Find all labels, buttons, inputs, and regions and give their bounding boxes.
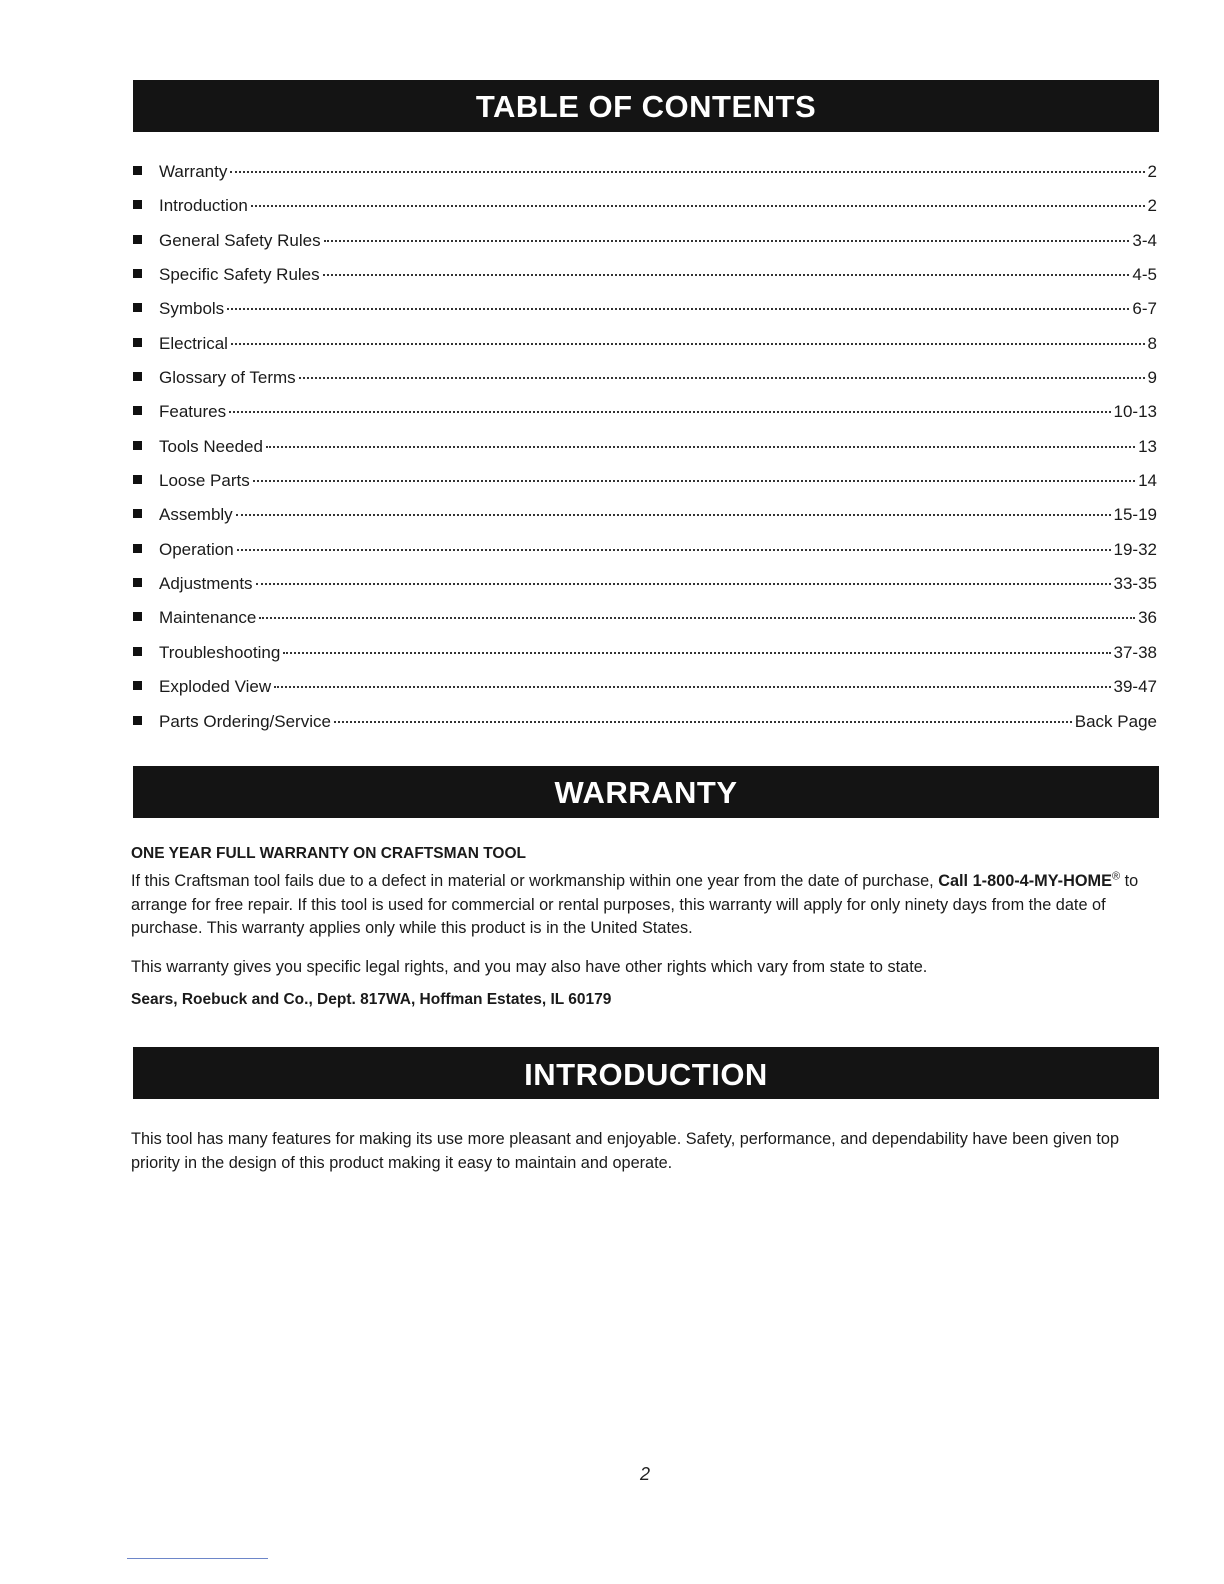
toc-entry-page: 13 xyxy=(1138,436,1157,456)
toc-entry-title: Assembly xyxy=(159,505,233,525)
square-bullet-icon xyxy=(133,441,142,450)
toc-entry-page: Back Page xyxy=(1074,711,1157,731)
toc-entry-page: 2 xyxy=(1147,162,1157,181)
toc-entry-page: 37-38 xyxy=(1113,642,1157,662)
dot-leader xyxy=(274,685,1110,688)
toc-entry-title: Troubleshooting xyxy=(159,642,281,662)
warranty-body xyxy=(131,870,1161,941)
toc-entry xyxy=(133,189,1157,223)
square-bullet-icon xyxy=(133,716,142,725)
toc-entry xyxy=(133,533,1157,567)
dot-leader xyxy=(323,273,1130,276)
toc-entry xyxy=(133,258,1157,292)
dot-leader xyxy=(283,651,1110,654)
warranty-banner: WARRANTY xyxy=(133,766,1159,818)
dot-leader xyxy=(230,170,1144,173)
square-bullet-icon xyxy=(133,544,142,553)
square-bullet-icon xyxy=(133,681,142,690)
dot-leader xyxy=(259,616,1135,619)
toc-entry-page: 6-7 xyxy=(1132,299,1157,319)
square-bullet-icon xyxy=(133,647,142,656)
toc-entry-page: 39-47 xyxy=(1113,677,1157,697)
introduction-banner: INTRODUCTION xyxy=(133,1047,1159,1099)
warranty-heading: ONE YEAR FULL WARRANTY ON CRAFTSMAN TOOL xyxy=(131,845,526,862)
square-bullet-icon xyxy=(133,406,142,415)
toc-entry xyxy=(133,567,1157,601)
warranty-address: Sears, Roebuck and Co., Dept. 817WA, Hoffman Estates, IL 60179 xyxy=(131,991,612,1008)
dot-leader xyxy=(237,548,1111,551)
toc-entry-title: Glossary of Terms xyxy=(159,368,296,388)
dot-leader xyxy=(229,410,1110,413)
dot-leader xyxy=(231,342,1145,345)
introduction-body: This tool has many features for making its use more pleasant and enjoyable. Safety, performance, and dependability have been given top priority in the design of this product making it easy to maintain and operate. xyxy=(131,1130,1120,1172)
toc-entry-title: Specific Safety Rules xyxy=(159,265,320,285)
toc-entry-title: Operation xyxy=(159,539,234,559)
toc-entry-title: Exploded View xyxy=(159,677,272,697)
toc-entry-title: Introduction xyxy=(159,196,248,216)
toc-entry-title: Electrical xyxy=(159,333,228,353)
page-number: 2 xyxy=(639,1464,650,1484)
toc-entry-page: 15-19 xyxy=(1113,505,1157,525)
toc-entry-title: Symbols xyxy=(159,299,225,319)
toc-entry xyxy=(133,361,1157,395)
toc-entry-title: Loose Parts xyxy=(159,471,250,491)
square-bullet-icon xyxy=(133,235,142,244)
dot-leader xyxy=(334,720,1072,723)
warranty-call-number: Call 1-800-4-MY-HOME xyxy=(938,872,1112,890)
toc-entry-page: 8 xyxy=(1147,333,1157,353)
dot-leader xyxy=(324,239,1130,242)
footer-rule xyxy=(127,1558,268,1559)
toc-entry xyxy=(133,327,1157,361)
toc-entry-title: Warranty xyxy=(159,162,228,181)
warranty-body-part2: to arrange for free repair. If this tool is used for commercial or rental purposes, this warranty will apply for only ninety days from the date of purchase. This warranty applies only while this product is in the United States. xyxy=(131,872,1139,937)
toc-entry-title: Features xyxy=(159,402,227,422)
dot-leader xyxy=(266,445,1135,448)
toc-entry xyxy=(133,292,1157,326)
toc-entry xyxy=(133,498,1157,532)
toc-entry xyxy=(133,601,1157,635)
toc-entry-title: Maintenance xyxy=(159,608,257,628)
toc-entry-page: 33-35 xyxy=(1113,574,1157,594)
toc-entry xyxy=(133,705,1157,739)
toc-entry xyxy=(133,670,1157,704)
toc-entry-page: 36 xyxy=(1138,608,1157,628)
square-bullet-icon xyxy=(133,303,142,312)
square-bullet-icon xyxy=(133,200,142,209)
warranty-rights: This warranty gives you specific legal rights, and you may also have other rights which vary from state to state. xyxy=(131,958,928,976)
dot-leader xyxy=(253,479,1135,482)
square-bullet-icon xyxy=(133,338,142,347)
toc-entry xyxy=(133,430,1157,464)
toc-entry xyxy=(133,224,1157,258)
dot-leader xyxy=(227,307,1129,310)
toc-entry-page: 19-32 xyxy=(1113,539,1157,559)
square-bullet-icon xyxy=(133,509,142,518)
square-bullet-icon xyxy=(133,372,142,381)
toc-entry xyxy=(133,464,1157,498)
square-bullet-icon xyxy=(133,269,142,278)
toc-entry-page: 9 xyxy=(1147,368,1157,388)
square-bullet-icon xyxy=(133,612,142,621)
square-bullet-icon xyxy=(133,475,142,484)
toc-entry-page: 4-5 xyxy=(1132,265,1157,285)
dot-leader xyxy=(256,582,1111,585)
dot-leader xyxy=(236,513,1111,516)
toc-entry xyxy=(133,155,1157,189)
toc-banner: TABLE OF CONTENTS xyxy=(133,80,1159,132)
toc-entry-title: Parts Ordering/Service xyxy=(159,711,331,731)
warranty-body-part1: If this Craftsman tool fails due to a defect in material or workmanship within one year from the date of purchase, xyxy=(131,872,939,890)
dot-leader xyxy=(299,376,1145,379)
dot-leader xyxy=(251,204,1145,207)
square-bullet-icon xyxy=(133,166,142,175)
toc-entry-title: General Safety Rules xyxy=(159,230,321,250)
toc-entry-page: 3-4 xyxy=(1132,230,1157,250)
toc-entry xyxy=(133,636,1157,670)
toc-entry-title: Adjustments xyxy=(159,574,253,594)
toc-list xyxy=(133,155,1157,739)
toc-entry-page: 14 xyxy=(1138,471,1157,491)
toc-entry-title: Tools Needed xyxy=(159,436,263,456)
square-bullet-icon xyxy=(133,578,142,587)
toc-entry xyxy=(133,395,1157,429)
toc-entry-page: 10-13 xyxy=(1113,402,1157,422)
registered-mark: ® xyxy=(1111,870,1121,883)
toc-entry-page: 2 xyxy=(1147,196,1157,216)
